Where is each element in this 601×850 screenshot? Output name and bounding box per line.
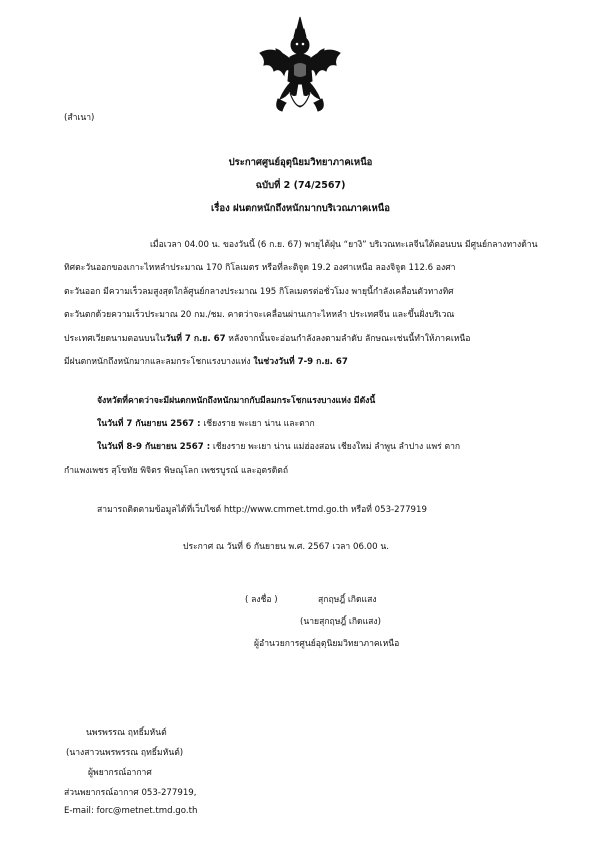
body-line: ตะวันออก มีความเร็วลมสูงสุดใกล้ศูนย์กลางประมาณ 195 กิโลเมตรต่อชั่วโมง พายุนี้กำลังเคลื่อนตัวทางทิศ — [64, 287, 454, 297]
announcement-title: ประกาศศูนย์อุตุนิยมวิทยาภาคเหนือ — [228, 157, 373, 168]
day2-label: ในวันที่ 8-9 กันยายน 2567 : — [97, 442, 211, 452]
body-line: เมื่อเวลา 04.00 น. ของวันนี้ (6 ก.ย. 67) พายุไต้ฝุ่น “ยางิ” บริเวณทะเลจีนใต้ตอนบน มีศูนย์กลางทางด้าน — [150, 240, 538, 250]
contact-email: E-mail: forc@metnet.tmd.go.th — [64, 806, 198, 816]
day2-provinces: เชียงราย พะเยา น่าน แม่ฮ่องสอน เชียงใหม่ ลำพูน ลำปาง แพร่ ตาก — [210, 442, 461, 452]
highlight-date: วันที่ 7 ก.ย. 67 — [165, 334, 226, 344]
signer-name: สุกฤษฎิ์ เกิดแสง — [318, 595, 377, 605]
body-text: หลังจากนั้นจะอ่อนกำลังลงตามลำดับ ลักษณะเช่นนี้ทำให้ภาคเหนือ — [225, 334, 471, 344]
forecaster-role: ผู้พยากรณ์อากาศ — [88, 768, 152, 778]
announcement-subject: เรื่อง ฝนตกหนักถึงหนักมากบริเวณภาคเหนือ — [211, 203, 390, 214]
contact-line: สามารถติดตามข้อมูลได้ที่เว็บไซต์ http://www.cmmet.tmd.go.th หรือที่ 053-277919 — [97, 505, 427, 515]
signed-label: ( ลงชื่อ ) — [245, 595, 278, 605]
body-line: ตะวันตกด้วยความเร็วประมาณ 20 กม./ชม. คาดว่าจะเคลื่อนผ่านเกาะไหหลำ ประเทศจีน และขึ้นฝั่งบริเวณ — [64, 310, 455, 320]
forecaster-full-name: (นางสาวนพรพรรณ ฤทธิ์มหันต์) — [66, 748, 184, 758]
day1-line — [97, 416, 315, 430]
garuda-emblem — [256, 15, 344, 119]
signer-full-name: (นายสุกฤษฎิ์ เกิดแสง) — [300, 617, 381, 627]
day2-provinces-cont: กำแพงเพชร สุโขทัย พิจิตร พิษณุโลก เพชรบูรณ์ และอุตรดิตถ์ — [64, 466, 289, 476]
body-line — [64, 331, 470, 345]
day1-label: ในวันที่ 7 กันยายน 2567 : — [97, 419, 201, 429]
announcement-issue: ฉบับที่ 2 (74/2567) — [255, 180, 346, 191]
highlight-period: ในช่วงวันที่ 7-9 ก.ย. 67 — [253, 357, 348, 367]
signer-position: ผู้อำนวยการศูนย์อุตุนิยมวิทยาภาคเหนือ — [254, 639, 400, 649]
body-line: ทิศตะวันออกของเกาะไหหลำประมาณ 170 กิโลเมตร หรือที่ละติจูด 19.2 องศาเหนือ ลองจิจูด 112.6 องศา — [64, 263, 456, 273]
forecaster-name: นพรพรรณ ฤทธิ์มหันต์ — [86, 728, 167, 738]
copy-label: (สำเนา) — [64, 113, 95, 123]
day1-provinces: เชียงราย พะเยา น่าน และตาก — [200, 419, 315, 429]
body-text: ประเทศเวียดนามตอนบนใน — [64, 334, 166, 344]
provinces-heading: จังหวัดที่คาดว่าจะมีฝนตกหนักถึงหนักมากกับมีลมกระโชกแรงบางแห่ง มีดังนี้ — [97, 396, 376, 406]
day2-line — [97, 439, 460, 453]
body-line — [64, 354, 348, 368]
announced-line: ประกาศ ณ วันที่ 6 กันยายน พ.ศ. 2567 เวลา 06.00 น. — [183, 542, 389, 552]
section-phone: ส่วนพยากรณ์อากาศ 053-277919, — [64, 788, 197, 798]
body-text: มีฝนตกหนักถึงหนักมากและลมกระโชกแรงบางแห่ง — [64, 357, 254, 367]
